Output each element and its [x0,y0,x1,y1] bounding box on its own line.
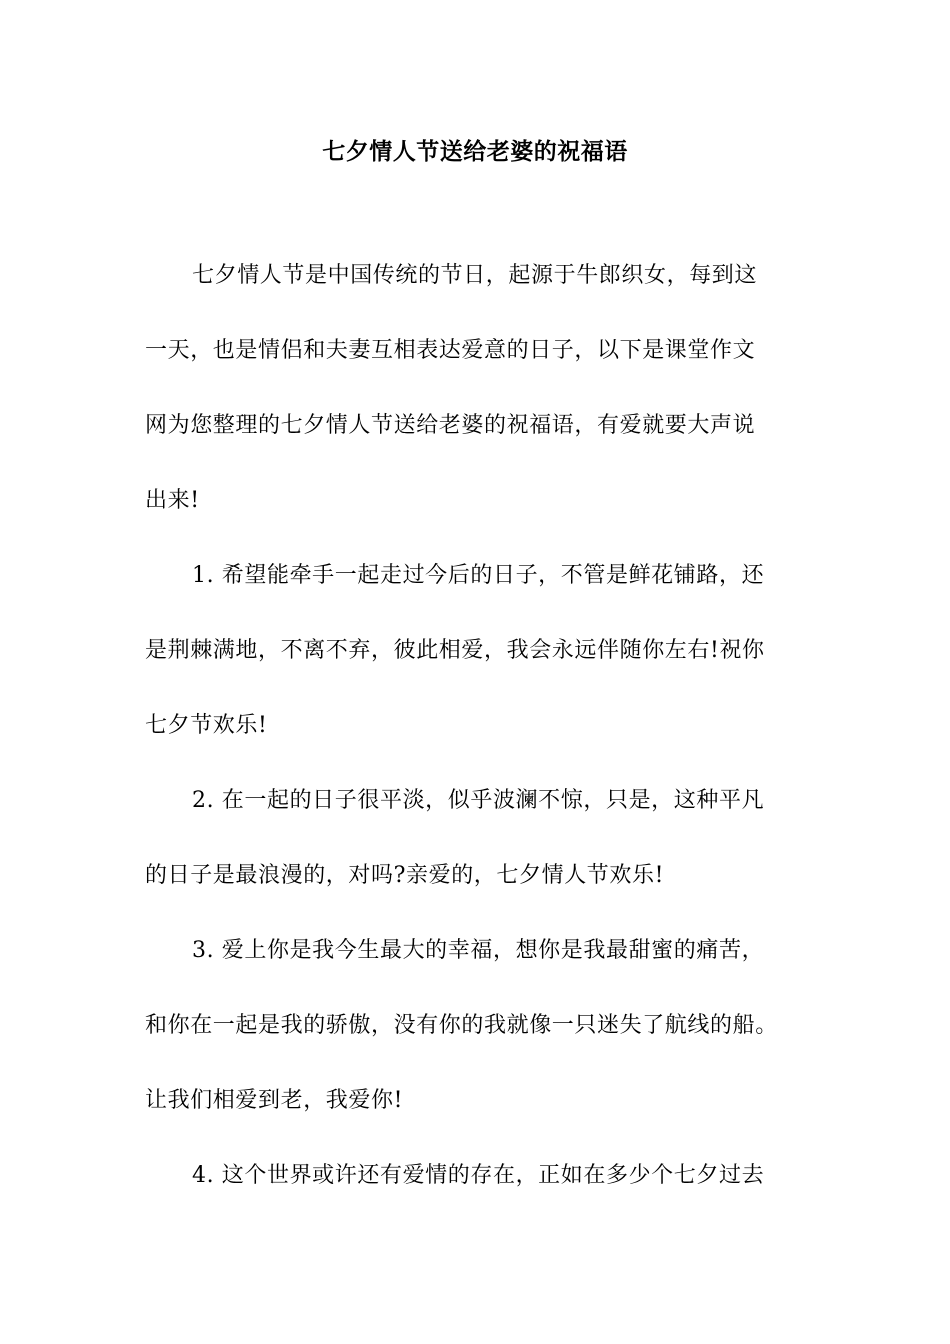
document-title: 七夕情人节送给老婆的祝福语 [322,138,628,165]
paragraph-line: 一天，也是情侣和夫妻互相表达爱意的日子，以下是课堂作文 [145,338,756,363]
list-item-line: 七夕节欢乐! [145,713,268,738]
paragraph-line: 网为您整理的七夕情人节送给老婆的祝福语，有爱就要大声说 [145,413,756,438]
list-item-line: 和你在一起是我的骄傲，没有你的我就像一只迷失了航线的船。 [145,1013,778,1038]
list-item-line: 4. 这个世界或许还有爱情的存在，正如在多少个七夕过去 [192,1163,765,1188]
list-item-line: 2. 在一起的日子很平淡，似乎波澜不惊，只是，这种平凡 [192,788,765,813]
list-item-line: 的日子是最浪漫的，对吗?亲爱的，七夕情人节欢乐! [145,863,665,888]
list-item-line: 3. 爱上你是我今生最大的幸福，想你是我最甜蜜的痛苦， [192,938,765,963]
list-item-line: 是荆棘满地，不离不弃，彼此相爱，我会永远伴随你左右!祝你 [145,638,765,663]
list-item-line: 让我们相爱到老，我爱你! [145,1088,404,1113]
list-item-line: 1. 希望能牵手一起走过今后的日子，不管是鲜花铺路，还 [192,563,765,588]
paragraph-line: 七夕情人节是中国传统的节日，起源于牛郎织女，每到这 [192,263,758,288]
paragraph-line: 出来! [145,488,200,513]
